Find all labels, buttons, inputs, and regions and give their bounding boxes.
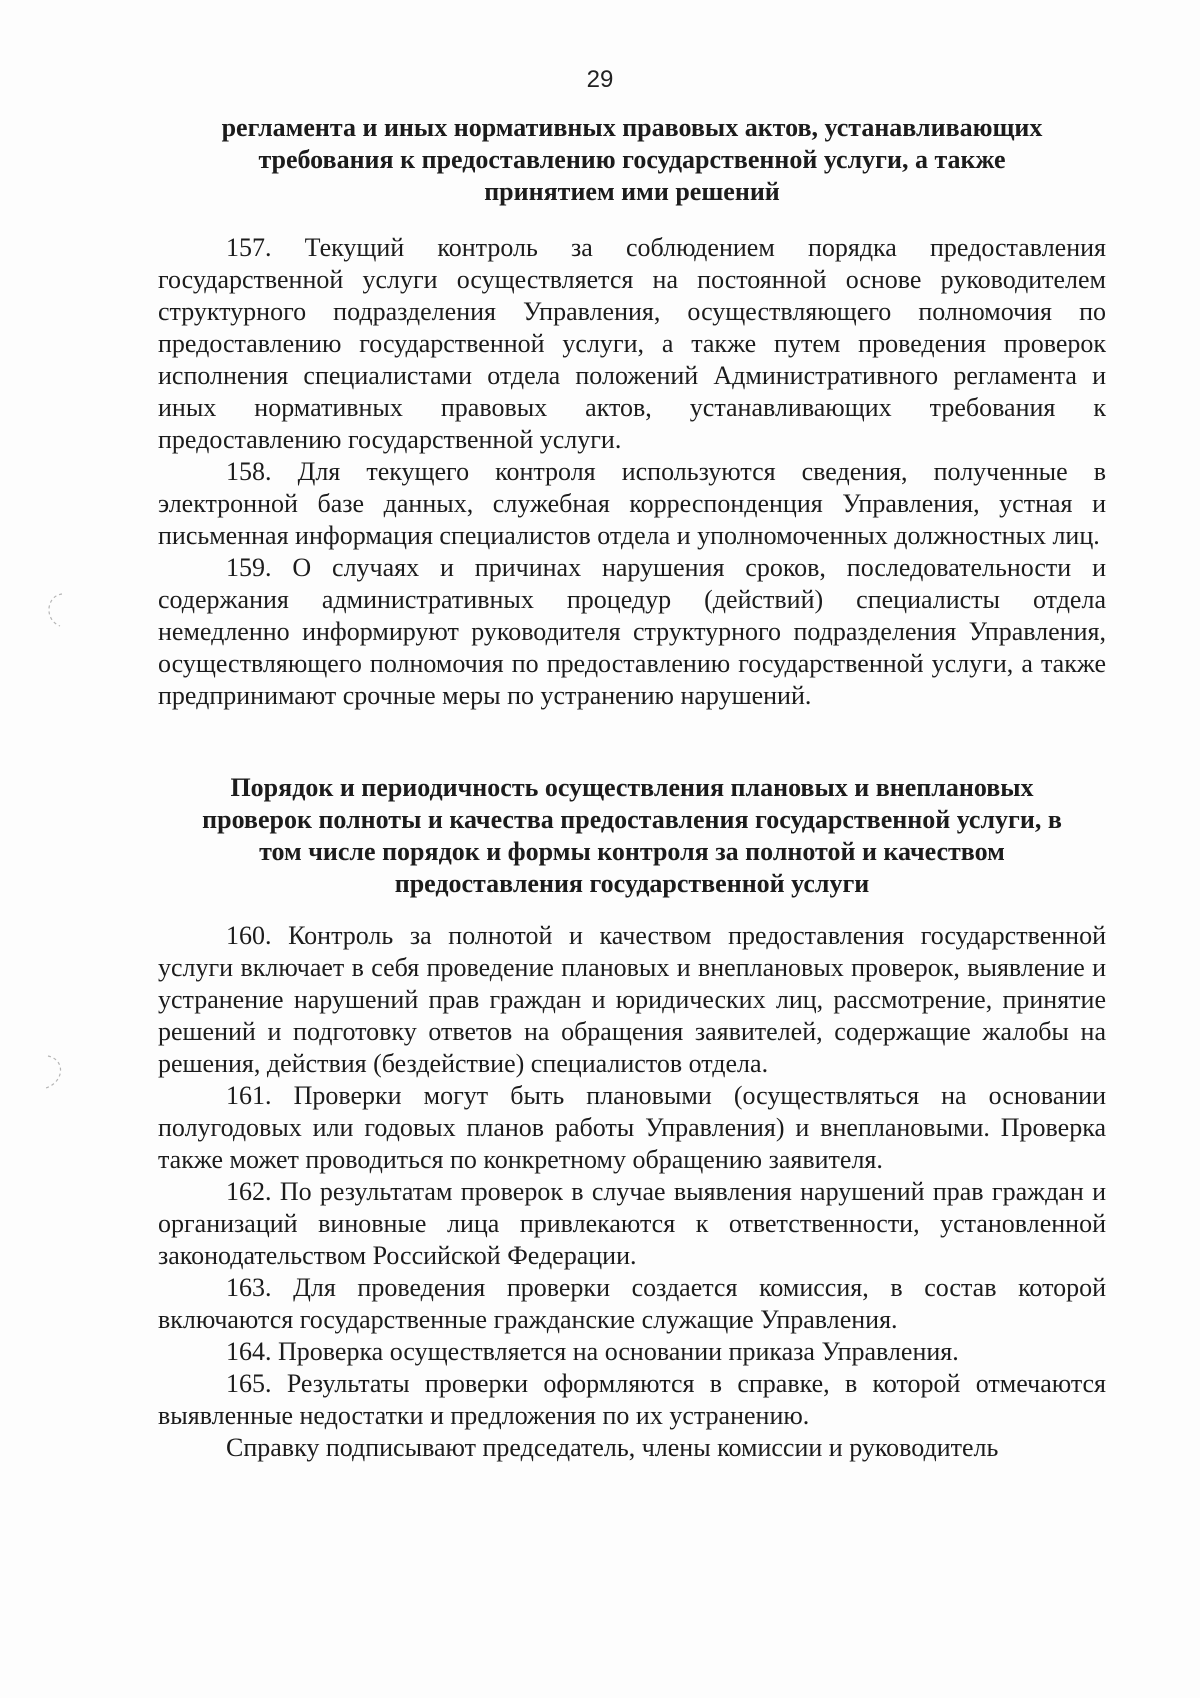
section2-heading-line: том числе порядок и формы контроля за полнотой и качеством <box>259 837 1005 866</box>
paragraph-161: 161. Проверки могут быть плановыми (осуществляться на основании полугодовых или годовых планов работы Управления) и внеплановыми. Проверка также может проводиться по конкретному обращению заявителя. <box>158 1081 1106 1174</box>
section2-heading-line: Порядок и периодичность осуществления плановых и внеплановых <box>230 773 1034 802</box>
paragraph-159: 159. О случаях и причинах нарушения сроков, последовательности и содержания административных процедур (действий) специалисты отдела немедленно информируют руководителя структурного подразделения Управления, осуществляющего полномочия по предоставлению государственной услуги, а также предпринимают срочные меры по устранению нарушений. <box>158 553 1106 710</box>
paragraph-signature: Справку подписывают председатель, члены комиссии и руководитель <box>226 1433 999 1462</box>
section1-body <box>158 232 1106 712</box>
scan-artifact-mark <box>40 590 70 630</box>
paragraph-158: 158. Для текущего контроля используются сведения, полученные в электронной базе данных, служебная корреспонденция Управления, устная и письменная информация специалистов отдела и уполномоченных должностных лиц. <box>158 457 1106 550</box>
paragraph-162: 162. По результатам проверок в случае выявления нарушений прав граждан и организаций виновные лица привлекаются к ответственности, установленной законодательством Российской Федерации. <box>158 1177 1106 1270</box>
paragraph-160: 160. Контроль за полнотой и качеством предоставления государственной услуги включает в себя проведение плановых и внеплановых проверок, выявление и устранение нарушений прав граждан и юридических лиц, рассмотрение, принятие решений и подготовку ответов на обращения заявителей, содержащие жалобы на решения, действия (бездействие) специалистов отдела. <box>158 921 1106 1078</box>
paragraph-163: 163. Для проведения проверки создается комиссия, в состав которой включаются государственные гражданские служащие Управления. <box>158 1273 1106 1334</box>
paragraph-165: 165. Результаты проверки оформляются в справке, в которой отмечаются выявленные недостатки и предложения по их устранению. <box>158 1369 1106 1430</box>
page-number: 29 <box>586 66 614 93</box>
section2-body <box>158 920 1106 1464</box>
paragraph-157: 157. Текущий контроль за соблюдением порядка предоставления государственной услуги осуществляется на постоянной основе руководителем структурного подразделения Управления, осуществляющего полномочия по предоставлению государственной услуги, а также путем проведения проверок исполнения специалистами отдела положений Административного регламента и иных нормативных правовых актов, устанавливающих требования к предоставлению государственной услуги. <box>158 233 1106 454</box>
section1-heading-line: требования к предоставлению государственной услуги, а также <box>258 145 1006 174</box>
section2-heading <box>158 772 1106 900</box>
section1-heading-line: принятием ими решений <box>484 177 780 206</box>
scan-artifact-mark <box>40 1052 70 1092</box>
paragraph-164: 164. Проверка осуществляется на основании приказа Управления. <box>226 1337 959 1366</box>
section2-heading-line: предоставления государственной услуги <box>394 869 870 898</box>
section2-heading-line: проверок полноты и качества предоставления государственной услуги, в <box>202 805 1062 834</box>
section1-heading-line: регламента и иных нормативных правовых актов, устанавливающих <box>221 113 1043 142</box>
section1-heading <box>158 112 1106 208</box>
